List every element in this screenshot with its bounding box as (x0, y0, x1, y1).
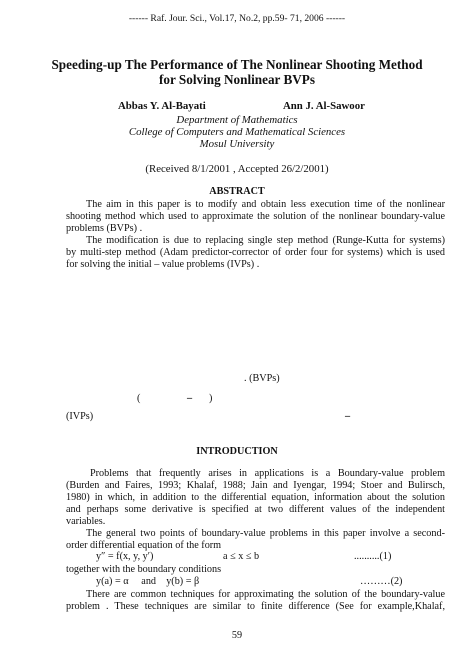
intro-p2-line: The general two points of boundary-value problems in this paper involve a second- (86, 528, 445, 539)
intro-p1-line: Problems that frequently arises in applications is a Boundary-value problem (90, 468, 445, 479)
journal-header: ------ Raf. Jour. Sci., Vol.17, No.2, pp.59- 71, 2006 ------ (128, 13, 346, 24)
abstract-heading: ABSTRACT (209, 186, 265, 197)
arabic-abstract-ivps: (IVPs) (66, 411, 94, 422)
page-number: 59 (231, 630, 243, 641)
intro-p1-line: (Burden and Faires, 1993; Khalaf, 1988; Jain and Iyengar, 1994; Stoer and Bulirsch, (66, 480, 445, 491)
abstract-line: for solving the initial – value problems (IVPs) . (66, 259, 260, 270)
arabic-abstract-dash-2: – (345, 411, 351, 422)
abstract-line: The modification is due to replacing single step method (Runge-Kutta for systems) (86, 235, 445, 246)
author-1: Abbas Y. Al-Bayati (118, 100, 206, 112)
equation-1: y″ = f(x, y, y′) (96, 551, 154, 562)
arabic-abstract-dash: – (187, 393, 193, 404)
intro-p1-line: and perhaps some derivative is specified at two different values of the independent (66, 504, 445, 515)
author-2: Ann J. Al-Sawoor (283, 100, 365, 112)
arabic-abstract-paren-close: ) (209, 393, 213, 404)
equation-2-number: ………(2) (360, 576, 403, 587)
paper-title-line-1: Speeding-up The Performance of The Nonlinear Shooting Method (51, 57, 423, 72)
equation-1-number: ..........(1) (354, 551, 392, 562)
boundary-conditions-intro: together with the boundary conditions (66, 564, 222, 575)
intro-p2-line: order differential equation of the form (66, 540, 222, 551)
affiliation-department: Department of Mathematics (176, 114, 298, 126)
intro-p3-line: There are common techniques for approximating the solution of the boundary-value (86, 589, 445, 600)
equation-2: y(a) = α and y(b) = β (96, 576, 200, 587)
abstract-line: The aim in this paper is to modify and obtain less execution time of the nonlinear (86, 199, 445, 210)
intro-p1-line: variables. (66, 516, 106, 527)
introduction-heading: INTRODUCTION (196, 446, 278, 457)
equation-1-condition: a ≤ x ≤ b (223, 551, 260, 562)
intro-p3-line: problem . These techniques are similar to finite difference (See for example,Khalaf, (66, 601, 445, 612)
received-dates: (Received 8/1/2001 , Accepted 26/2/2001) (145, 163, 329, 175)
intro-p1-line: 1980) in which, in addition to the differential equation, information about the solution (66, 492, 445, 503)
arabic-abstract-bvps: . (BVPs) (244, 373, 280, 384)
abstract-line: shooting method which used to approximate the solution of the nonlinear boundary-value (66, 211, 445, 222)
affiliation-university: Mosul University (199, 138, 275, 150)
arabic-abstract-paren-open: ( (137, 393, 141, 404)
affiliation-college: College of Computers and Mathematical Sciences (128, 126, 346, 138)
abstract-line: by multi-step method (Adam predictor-corrector of order four for systems) which is used (66, 247, 445, 258)
paper-title-line-2: for Solving Nonlinear BVPs (159, 72, 315, 87)
abstract-line: problems (BVPs) . (66, 223, 143, 234)
